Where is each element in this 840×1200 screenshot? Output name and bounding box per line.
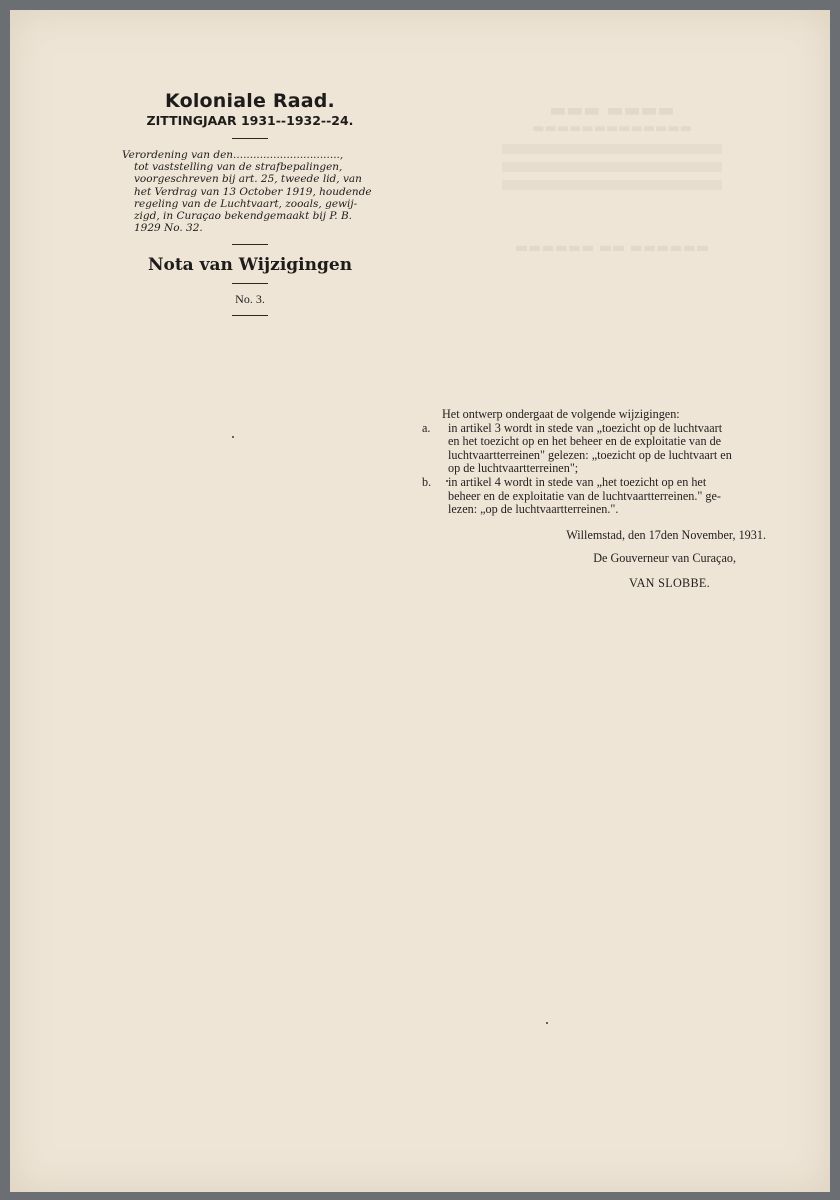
item-line: beheer en de exploitatie van de luchtvaartterreinen." ge- xyxy=(448,488,721,503)
ordinance-line: 1929 No. 32. xyxy=(134,222,203,235)
session-year: ZITTINGJAAR 1931--1932--24. xyxy=(146,113,354,128)
paper-speck xyxy=(446,480,448,482)
signature-date: Willemstad, den 17den November, 1931. xyxy=(566,527,766,542)
document-page xyxy=(10,10,830,1192)
show-through-text: ▬▬▬▬ ▬▬▬ ▬▬▬▬▬▬▬▬▬▬▬▬▬ ▬▬▬▬▬▬ ▬▬ ▬▬▬▬▬▬ xyxy=(482,100,742,256)
item-line: in artikel 3 wordt in stede van „toezicht op de luchtvaart xyxy=(448,420,723,435)
item-label: a. xyxy=(422,420,431,435)
divider xyxy=(232,138,268,139)
item-line: lezen: „op de luchtvaartterreinen.". xyxy=(448,502,619,517)
ordinance-line: voorgeschreven bij art. 25, tweede lid, van xyxy=(134,173,362,186)
ordinance-line: tot vaststelling van de strafbepalingen, xyxy=(134,161,343,174)
document-type: Nota van Wijzigingen xyxy=(147,255,353,276)
ordinance-line: Verordening van den................................, xyxy=(122,149,344,161)
amendment-body xyxy=(418,408,792,591)
amendment-item xyxy=(418,476,792,517)
item-line: op de luchtvaartterreinen"; xyxy=(448,461,579,476)
paper-speck xyxy=(232,436,234,438)
item-label: b. xyxy=(422,474,432,489)
item-line: luchtvaartterreinen" gelezen: „toezicht op de luchtvaart en xyxy=(448,447,732,462)
amendment-item xyxy=(418,422,792,476)
signature-role: De Gouverneur van Curaçao, xyxy=(593,551,736,566)
divider xyxy=(232,315,268,316)
council-title: Koloniale Raad. xyxy=(165,90,335,112)
ordinance-description xyxy=(122,149,378,234)
divider xyxy=(232,283,268,284)
paper-speck xyxy=(546,1022,548,1024)
ordinance-line: regeling van de Luchtvaart, zooals, gewij- xyxy=(134,197,358,210)
divider xyxy=(232,244,268,245)
document-number: No. 3. xyxy=(235,292,265,307)
header-block xyxy=(122,90,378,324)
ordinance-line: zigd, in Curaçao bekendgemaakt bij P. B. xyxy=(134,210,353,223)
amendment-intro: Het ontwerp ondergaat de volgende wijzigingen: xyxy=(442,407,680,421)
item-line: in artikel 4 wordt in stede van „het toezicht op en het xyxy=(448,474,707,489)
ordinance-line: het Verdrag van 13 October 1919, houdende xyxy=(134,185,372,198)
signature-name: VAN SLOBBE. xyxy=(629,575,710,590)
item-line: en het toezicht op en het beheer en de exploitatie van de xyxy=(448,434,722,449)
